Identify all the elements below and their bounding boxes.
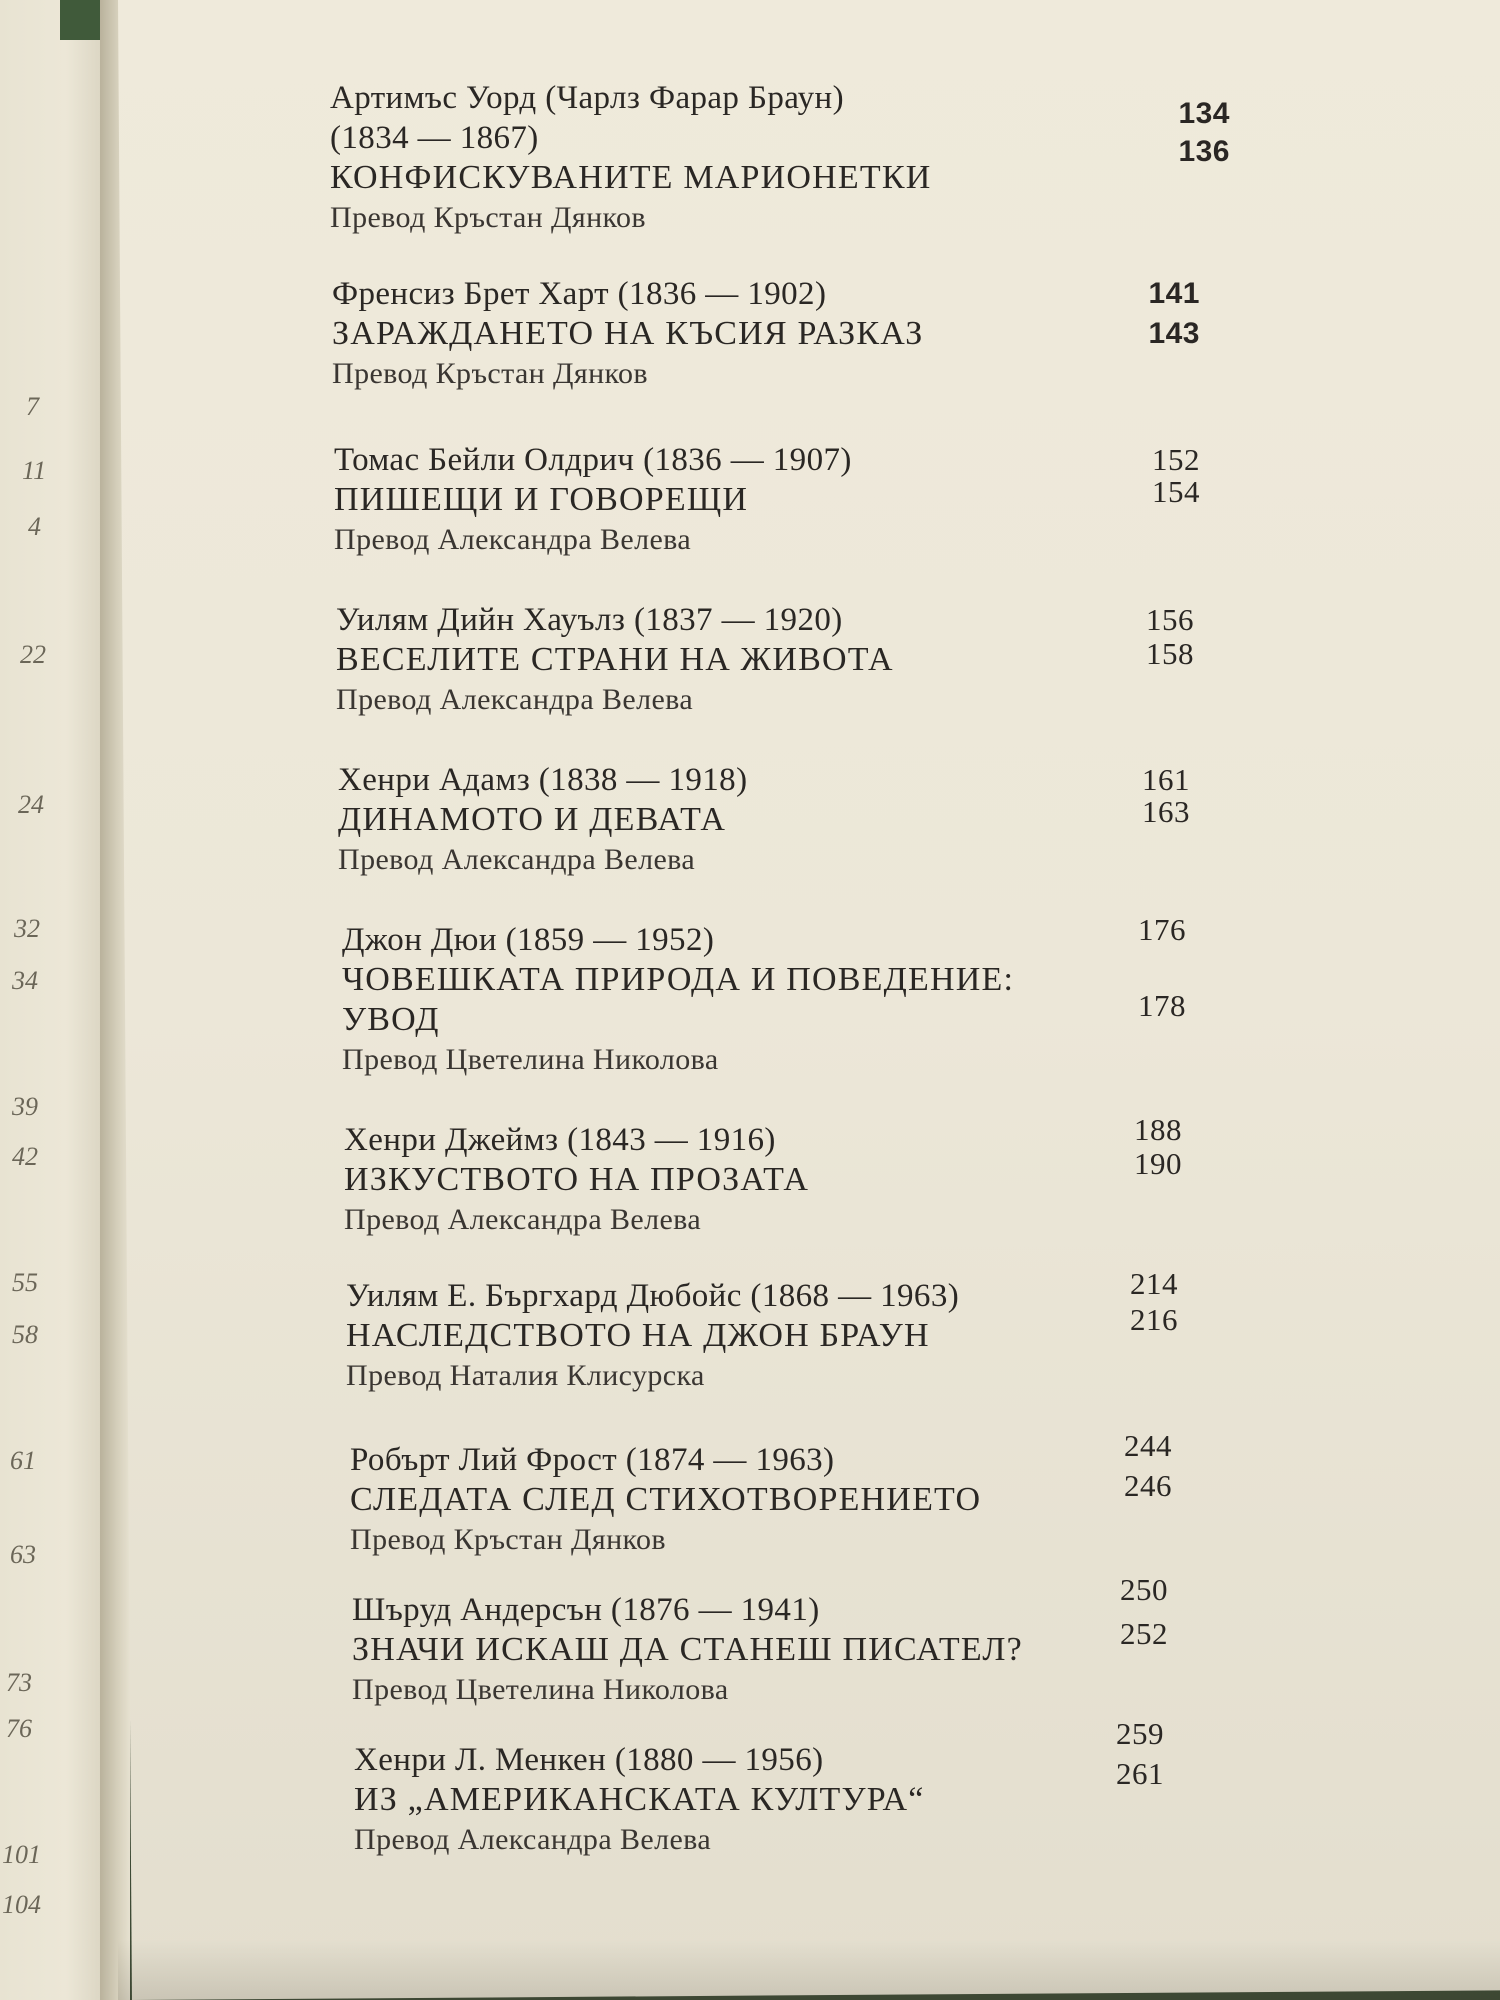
author-line [352, 1572, 1230, 1630]
work-title: ВЕСЕЛИТЕ СТРАНИ НА ЖИВОТА [336, 641, 894, 678]
author-name: Хенри Адамз (1838 — 1918) [338, 762, 748, 798]
author-page-number: 259 [1116, 1716, 1164, 1751]
author-line [344, 1112, 1230, 1160]
toc-entry [330, 78, 1230, 238]
work-title: НАСЛЕДСТВОТО НА ДЖОН БРАУН [346, 1317, 930, 1354]
toc-entry [350, 1428, 1230, 1560]
margin-number: 24 [18, 790, 44, 819]
margin-number: 11 [22, 456, 47, 485]
translator-line [346, 1356, 1230, 1396]
translator-name: Превод Цветелина Николова [352, 1673, 729, 1706]
title-page-number: 246 [1124, 1468, 1172, 1503]
translator-line [332, 354, 1230, 394]
toc-entry [342, 912, 1230, 1080]
author-page-number: 141 [1148, 277, 1200, 310]
author-line [336, 600, 1230, 640]
translator-name: Превод Кръстан Дянков [330, 201, 646, 234]
translator-name: Превод Александра Велева [354, 1823, 712, 1856]
title-page-number: 143 [1148, 317, 1200, 350]
translator-name: Превод Кръстан Дянков [332, 357, 648, 390]
author-name: Шъруд Андерсън (1876 — 1941) [352, 1592, 820, 1628]
author-line [342, 912, 1230, 960]
toc-entry [346, 1266, 1230, 1396]
author-page-number: 244 [1124, 1428, 1172, 1463]
author-page-number: 250 [1120, 1572, 1168, 1607]
author-name: Френсиз Брет Харт (1836 — 1902) [332, 276, 827, 312]
margin-number: 4 [28, 512, 41, 541]
title-page-number: 216 [1130, 1302, 1178, 1337]
margin-number: 7 [26, 392, 39, 421]
title-page-number: 178 [1138, 988, 1186, 1023]
author-line [332, 274, 1230, 314]
translator-name: Превод Александра Велева [338, 843, 696, 876]
author-page-number: 214 [1130, 1266, 1178, 1301]
margin-number: 39 [12, 1092, 38, 1121]
author-line-2 [330, 118, 1230, 158]
translator-line [344, 1200, 1230, 1240]
margin-number: 32 [14, 914, 40, 943]
margin-number: 42 [12, 1142, 38, 1171]
title-page-number: 158 [1146, 636, 1194, 671]
translator-line [350, 1520, 1230, 1560]
margin-number: 55 [12, 1268, 38, 1297]
author-page-number: 152 [1152, 442, 1200, 477]
author-name: Томас Бейли Олдрич (1836 — 1907) [334, 442, 852, 478]
title-page-number: 136 [1178, 135, 1230, 168]
work-title: ПИШЕЩИ И ГОВОРЕЩИ [334, 481, 749, 518]
translator-name: Превод Наталия Клисурска [346, 1359, 705, 1392]
work-title: КОНФИСКУВАНИТЕ МАРИОНЕТКИ [330, 159, 932, 196]
translator-line [352, 1670, 1230, 1710]
left-page [0, 0, 110, 2000]
title-line [344, 1146, 1230, 1200]
toc-entry [332, 274, 1230, 394]
work-title: ЗАРАЖДАНЕТО НА КЪСИЯ РАЗКАЗ [332, 315, 924, 352]
title-line [346, 1302, 1230, 1356]
work-title-continued: УВОД [342, 1001, 440, 1038]
author-name: Хенри Л. Менкен (1880 — 1956) [354, 1742, 824, 1778]
author-page-number: 161 [1142, 762, 1190, 797]
translator-line [330, 198, 1230, 238]
work-title: ЧОВЕШКАТА ПРИРОДА И ПОВЕДЕНИЕ: [342, 961, 1015, 998]
work-title: ДИНАМОТО И ДЕВАТА [338, 801, 727, 838]
title-line [352, 1616, 1230, 1670]
toc-entry [354, 1716, 1230, 1860]
toc-entry [338, 760, 1230, 880]
margin-number: 73 [6, 1668, 32, 1697]
work-title: СЛЕДАТА СЛЕД СТИХОТВОРЕНИЕТО [350, 1481, 982, 1518]
translator-line [336, 680, 1230, 720]
title-page-number: 163 [1142, 794, 1190, 829]
work-title: ИЗКУСТВОТО НА ПРОЗАТА [344, 1161, 810, 1198]
author-page-number: 188 [1134, 1112, 1182, 1147]
translator-line [354, 1820, 1230, 1860]
translator-line [334, 520, 1230, 560]
author-line [338, 760, 1230, 800]
title-page-number: 252 [1120, 1616, 1168, 1651]
work-title: ИЗ „АМЕРИКАНСКАТА КУЛТУРА“ [354, 1781, 925, 1818]
translator-line [338, 840, 1230, 880]
title-page-number: 190 [1134, 1146, 1182, 1181]
title-line [332, 314, 1230, 354]
title-page-number: 154 [1152, 474, 1200, 509]
translator-name: Превод Александра Велева [334, 523, 692, 556]
margin-number: 61 [10, 1446, 36, 1475]
toc-entry [352, 1572, 1230, 1710]
author-line [330, 78, 1230, 130]
toc-entry [344, 1112, 1230, 1240]
title-line [342, 960, 1230, 1000]
toc-entry [336, 600, 1230, 720]
translator-name: Превод Александра Велева [344, 1203, 702, 1236]
margin-number: 104 [2, 1890, 41, 1919]
author-name: Джон Дюи (1859 — 1952) [342, 922, 715, 958]
author-name: Робърт Лий Фрост (1874 — 1963) [350, 1442, 835, 1478]
author-line [346, 1266, 1230, 1316]
table-of-contents [330, 78, 1230, 1860]
title-line [338, 794, 1230, 840]
margin-number: 76 [6, 1714, 32, 1743]
author-name: Уилям Дийн Хауълз (1837 — 1920) [336, 602, 843, 638]
margin-number: 22 [20, 640, 46, 669]
author-page-number: 156 [1146, 602, 1194, 637]
toc-entry [334, 440, 1230, 560]
author-page-number: 176 [1138, 912, 1186, 947]
translator-name: Превод Кръстан Дянков [350, 1523, 666, 1556]
author-line [334, 440, 1230, 480]
translator-line [342, 1040, 1230, 1080]
title-line-2 [342, 988, 1230, 1040]
author-line [354, 1716, 1230, 1780]
page-bottom-shadow [118, 1940, 1500, 2000]
author-name: Артимъс Уорд (Чарлз Фарар Браун) [330, 80, 844, 116]
work-title: ЗНАЧИ ИСКАШ ДА СТАНЕШ ПИСАТЕЛ? [352, 1631, 1023, 1668]
title-line [350, 1468, 1230, 1520]
margin-number: 101 [2, 1840, 41, 1869]
margin-number: 58 [12, 1320, 38, 1349]
author-name: Уилям Е. Бъргхард Дюбойс (1868 — 1963) [346, 1278, 960, 1314]
author-page-number: 134 [1178, 97, 1230, 130]
translator-name: Превод Александра Велева [336, 683, 694, 716]
title-line [334, 474, 1230, 520]
author-dates: (1834 — 1867) [330, 120, 539, 156]
author-name: Хенри Джеймз (1843 — 1916) [344, 1122, 776, 1158]
title-line [336, 636, 1230, 680]
margin-number: 63 [10, 1540, 36, 1569]
translator-name: Превод Цветелина Николова [342, 1043, 719, 1076]
margin-number: 34 [12, 966, 38, 995]
author-line [350, 1428, 1230, 1480]
title-page-number: 261 [1116, 1756, 1164, 1791]
